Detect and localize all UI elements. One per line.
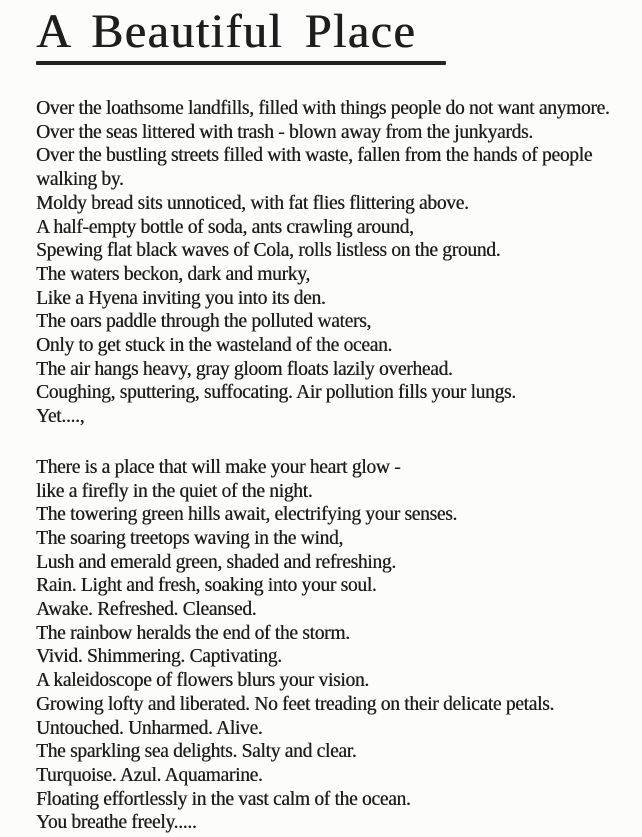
poem-line: Untouched. Unharmed. Alive. — [36, 717, 263, 739]
poem-line: Moldy bread sits unnoticed, with fat flies flittering above. — [36, 192, 469, 214]
poem-line: The waters beckon, dark and murky, — [36, 263, 310, 285]
poem-line: The soaring treetops waving in the wind, — [36, 527, 343, 549]
poem-line: Over the seas littered with trash - blown away from the junkyards. — [36, 121, 533, 143]
poem-line: Lush and emerald green, shaded and refreshing. — [36, 551, 396, 573]
poem-line: The towering green hills await, electrifying your senses. — [36, 504, 457, 526]
poem-line: A kaleidoscope of flowers blurs your vision. — [36, 670, 369, 692]
poem-line: Vivid. Shimmering. Captivating. — [36, 646, 282, 668]
title-underline — [36, 61, 446, 65]
poem-line: Yet...., — [36, 406, 85, 428]
poem-line: Spewing flat black waves of Cola, rolls listless on the ground. — [36, 240, 501, 262]
poem-line: The oars paddle through the polluted waters, — [36, 311, 371, 333]
poem-line: The air hangs heavy, gray gloom floats lazily overhead. — [36, 358, 453, 380]
poem-line: Coughing, sputtering, suffocating. Air pollution fills your lungs. — [36, 382, 516, 404]
poem-line: Only to get stuck in the wasteland of the ocean. — [36, 335, 392, 357]
poem-line: Growing lofty and liberated. No feet treading on their delicate petals. — [36, 693, 555, 715]
poem-line: Floating effortlessly in the vast calm of the ocean. — [36, 788, 411, 810]
poem-line: Rain. Light and fresh, soaking into your soul. — [36, 575, 377, 597]
poem-body — [36, 97, 622, 835]
page-title: A Beautiful Place — [36, 5, 417, 58]
poem-line: Turquoise. Azul. Aquamarine. — [36, 764, 263, 786]
poem-line: Over the bustling streets filled with waste, fallen from the hands of people — [36, 145, 593, 167]
poem-line: Like a Hyena inviting you into its den. — [36, 287, 326, 309]
stanza — [36, 97, 622, 429]
poem-line: walking by. — [36, 169, 124, 191]
poem-line: The sparkling sea delights. Salty and clear. — [36, 741, 357, 763]
poem-line: There is a place that will make your heart glow - — [36, 456, 401, 478]
stanza — [36, 456, 622, 835]
poem-line: Awake. Refreshed. Cleansed. — [36, 599, 257, 621]
poem-line: The rainbow heralds the end of the storm. — [36, 622, 350, 644]
poem-line: You breathe freely..... — [36, 812, 197, 834]
poem-line: Over the loathsome landfills, filled with things people do not want anymore. — [36, 98, 610, 119]
poem-line: A half-empty bottle of soda, ants crawling around, — [36, 216, 414, 238]
poem-line: like a firefly in the quiet of the night. — [36, 480, 313, 502]
